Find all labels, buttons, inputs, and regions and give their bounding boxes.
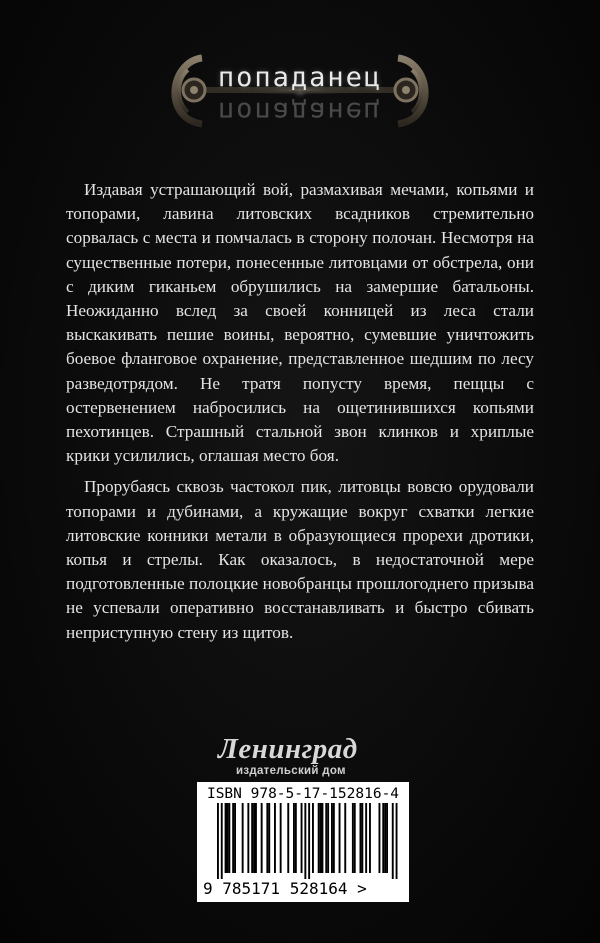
barcode-bar: [320, 803, 322, 873]
barcode-bar: [327, 803, 329, 873]
barcode-bar: [247, 803, 249, 873]
barcode-panel: [197, 782, 409, 902]
blurb-paragraph-1: Издавая устрашающий вой, размахивая мечами, копьями и топорами, лавина литовских всадников стремительно сорвалась с места и помчалась в сторону полочан. Несмотря на существенные потери, понесенные литовцами от обстрела, они с диким гиканьем обрушились на замершие батальоны. Неожиданно вслед за своей конницей из леса стали выскакивать пешие воины, вероятно, сумевшие уничтожить боевое фланговое охранение, представленное шедшим по лесу разведотрядом. Не тратя попусту время, пещцы с остервенением набросились на ощетинившихся копьями пехотинцев. Страшный стальной звон клинков и хриплые крики усилились, оглашая место боя.: [66, 180, 534, 466]
barcode-bar: [266, 803, 268, 873]
barcode-bar: [344, 803, 346, 873]
barcode-bar: [322, 803, 324, 873]
series-logo-frame-icon: [140, 40, 460, 150]
series-logo: [140, 40, 460, 150]
barcode-bar: [379, 803, 381, 873]
barcode-bar: [293, 803, 295, 873]
barcode-bar: [232, 803, 234, 873]
barcode-bar: [255, 803, 257, 873]
barcode-bar: [225, 803, 227, 873]
barcode-bar: [228, 803, 230, 873]
barcode-bar: [234, 803, 236, 873]
barcode-bar: [339, 803, 341, 873]
barcode-bar: [301, 803, 303, 873]
publisher-subtitle: издательский дом: [236, 765, 346, 777]
barcode-bar: [386, 803, 388, 873]
barcode-bar: [253, 803, 255, 873]
barcode-bar: [268, 803, 270, 873]
barcode-bar: [325, 803, 327, 873]
barcode-bar: [318, 803, 320, 873]
barcode-bar: [295, 803, 297, 873]
barcode-bar: [360, 803, 362, 873]
barcode-bar: [217, 803, 219, 879]
series-title: попаданец: [217, 62, 383, 93]
barcode-bar: [396, 803, 398, 879]
barcode-bar: [221, 803, 223, 879]
barcode-icon: [203, 803, 403, 879]
barcode-bar: [280, 803, 282, 873]
publisher-name: Ленинград: [218, 733, 358, 765]
barcode-bar: [384, 803, 386, 873]
barcode-bar: [261, 803, 263, 873]
barcode-bar: [308, 803, 310, 879]
blurb-paragraph-2: Прорубаясь сквозь частокол пик, литовцы вовсю орудовали топорами и дубинами, а кружащие вокруг схватки легкие литовские конники метали в образующиеся прорехи дротики, копья и стрелы. Как оказалось, в недостаточной мере подготовленные полоцкие новобранцы прошлогоднего призыва не успевали оперативно восстанавливать и быстро сбивать неприступную стену из щитов.: [66, 477, 534, 642]
barcode-bar: [287, 803, 289, 873]
blurb-text: [66, 178, 534, 652]
barcode-bar: [354, 803, 356, 873]
barcode-bar: [227, 803, 229, 873]
barcode-bar: [361, 803, 363, 873]
barcode-bar: [333, 803, 335, 873]
barcode-bar: [331, 803, 333, 873]
isbn-label: ISBN 978-5-17-152816-4: [206, 786, 400, 802]
ean-digits-label: 9 785171 528164 >: [203, 879, 367, 898]
barcode-bar: [365, 803, 367, 873]
barcode-bar: [352, 803, 354, 873]
publisher-logo: [218, 733, 398, 783]
barcode-bar: [312, 803, 314, 873]
barcode-bar: [242, 803, 244, 873]
barcode-bar: [304, 803, 306, 879]
barcode-bar: [392, 803, 394, 879]
barcode-bar: [251, 803, 253, 873]
barcode-bar: [274, 803, 276, 873]
barcode-bar: [382, 803, 384, 873]
barcode-bar: [369, 803, 371, 873]
series-title-reflection: попаданец: [217, 96, 383, 127]
